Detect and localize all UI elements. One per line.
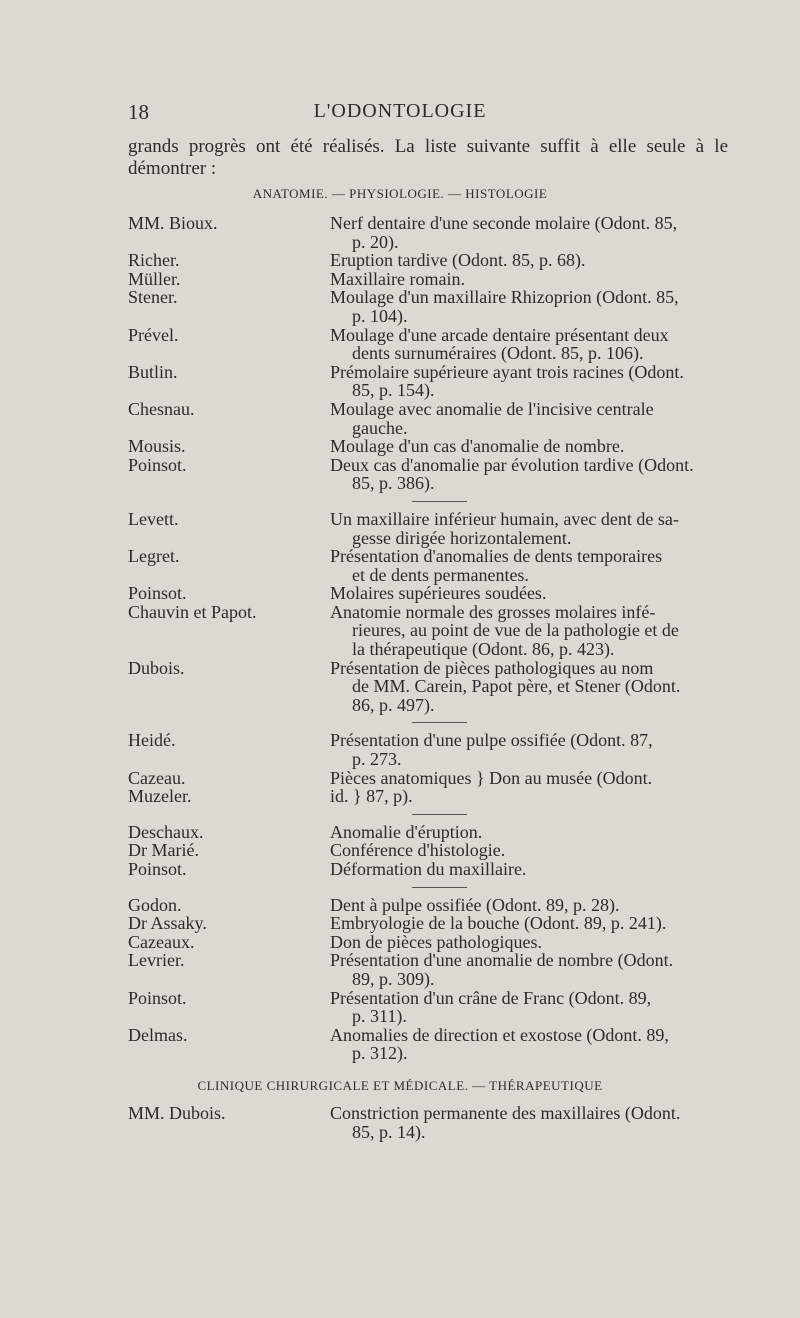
description-line: p. 312). <box>352 1043 408 1064</box>
entry-author: Poinsot. <box>128 583 187 604</box>
description-line: 85, p. 386). <box>352 473 435 494</box>
description-line: gauche. <box>352 417 408 438</box>
entry-author: Legret. <box>128 546 180 567</box>
list-item <box>0 437 800 456</box>
description-line: id. } 87, p). <box>330 786 413 807</box>
description-line: Maxillaire romain. <box>330 268 465 289</box>
entry-description <box>330 326 722 363</box>
description-line: p. 104). <box>352 305 408 326</box>
description-line: Présentation d'une anomalie de nombre (Odont. <box>330 950 674 971</box>
entry-description <box>330 769 722 788</box>
list-item <box>0 787 800 806</box>
entry-author: Prével. <box>128 324 179 345</box>
description-line: Présentation d'anomalies de dents temporaires <box>330 546 663 567</box>
description-line: Présentation d'un crâne de Franc (Odont. 89, <box>330 987 652 1008</box>
page-number: 18 <box>128 100 149 124</box>
description-line: Moulage d'un cas d'anomalie de nombre. <box>330 436 625 457</box>
description-line: Conférence d'histologie. <box>330 840 506 861</box>
description-line: Présentation de pièces pathologiques au nom <box>330 657 654 678</box>
list-item <box>0 989 800 1026</box>
entry-author: Godon. <box>128 894 182 915</box>
description-line: Nerf dentaire d'une seconde molaire (Odont. 85, <box>330 213 678 233</box>
description-line: 85, p. 154). <box>352 380 435 401</box>
description-line: 86, p. 497). <box>352 694 435 715</box>
entry-description <box>330 659 722 715</box>
intro-paragraph: grands progrès ont été réalisés. La liste suivante suffit à elle seule à le démontrer : <box>128 136 728 179</box>
entry-author: Cazeaux. <box>128 931 195 952</box>
entry-description <box>330 288 722 325</box>
clinic-entries <box>0 1104 800 1141</box>
entry-author: Poinsot. <box>128 859 187 879</box>
description-line: Constriction permanente des maxillaires (Odont. <box>330 1103 681 1123</box>
description-line: Dent à pulpe ossifiée (Odont. 89, p. 28). <box>330 894 620 915</box>
entry-description <box>330 841 722 860</box>
entry-author: Butlin. <box>128 361 178 382</box>
entry-author: Levett. <box>128 508 179 529</box>
entry-author: Mousis. <box>128 436 186 457</box>
entry-author: Dr Assaky. <box>128 913 207 934</box>
entry-description <box>330 270 722 289</box>
description-line: 85, p. 14). <box>352 1121 426 1142</box>
entry-description <box>330 603 722 659</box>
entry-description <box>330 896 722 915</box>
description-line: Deux cas d'anomalie par évolution tardive (Odont. <box>330 454 694 475</box>
list-item <box>0 731 800 768</box>
anatomy-entries <box>0 214 800 1063</box>
description-line: Pièces anatomiques } Don au musée (Odont. <box>330 767 653 788</box>
description-line: Présentation d'une pulpe ossifiée (Odont. 87, <box>330 730 653 751</box>
list-item <box>0 400 800 437</box>
description-line: Déformation du maxillaire. <box>330 859 527 879</box>
list-item <box>0 933 800 952</box>
entry-author: Levrier. <box>128 950 185 971</box>
running-title: L'ODONTOLOGIE <box>313 100 487 122</box>
entry-author: Delmas. <box>128 1024 188 1045</box>
entry-description <box>330 584 722 603</box>
entry-author: Dr Marié. <box>128 840 199 861</box>
page-header <box>0 100 800 130</box>
entry-description <box>330 547 722 584</box>
entry-description <box>330 400 722 437</box>
entry-author: MM. Bioux. <box>128 213 218 233</box>
description-line: Un maxillaire inférieur humain, avec dent de sa- <box>330 508 679 529</box>
description-line: Don de pièces pathologiques. <box>330 931 542 952</box>
description-line: Moulage avec anomalie de l'incisive centrale <box>330 398 654 419</box>
entry-author: Muzeler. <box>128 786 192 807</box>
entry-author: Cazeau. <box>128 767 186 788</box>
entry-group <box>0 896 800 1063</box>
entry-author: Chesnau. <box>128 398 195 419</box>
list-item <box>0 547 800 584</box>
description-line: Prémolaire supérieure ayant trois racines (Odont. <box>330 361 684 382</box>
entry-author: Poinsot. <box>128 987 187 1008</box>
entry-author: MM. Dubois. <box>128 1103 226 1123</box>
description-line: Molaires supérieures soudées. <box>330 583 547 604</box>
description-line: et de dents permanentes. <box>352 564 529 585</box>
entry-group <box>0 510 800 715</box>
list-item <box>0 769 800 788</box>
entry-author: Heidé. <box>128 730 176 751</box>
entry-author: Poinsot. <box>128 454 187 475</box>
list-item <box>0 860 800 879</box>
entry-description <box>330 1104 722 1141</box>
list-item <box>0 214 800 251</box>
entry-group <box>0 214 800 493</box>
list-item <box>0 510 800 547</box>
list-item <box>0 1104 800 1141</box>
entry-author: Stener. <box>128 287 178 308</box>
list-item <box>0 270 800 289</box>
list-item <box>0 841 800 860</box>
list-item <box>0 1026 800 1063</box>
description-line: p. 273. <box>352 749 402 770</box>
list-item <box>0 659 800 715</box>
entry-description <box>330 456 722 493</box>
list-item <box>0 896 800 915</box>
description-line: Moulage d'une arcade dentaire présentant deux <box>330 324 669 345</box>
description-line: dents surnuméraires (Odont. 85, p. 106). <box>352 343 644 364</box>
list-item <box>0 823 800 842</box>
list-item <box>0 363 800 400</box>
entry-description <box>330 823 722 842</box>
description-line: la thérapeutique (Odont. 86, p. 423). <box>352 639 615 660</box>
entry-author: Deschaux. <box>128 821 204 842</box>
list-item <box>0 914 800 933</box>
entry-description <box>330 1026 722 1063</box>
entry-description <box>330 214 722 251</box>
entry-description <box>330 787 722 806</box>
entry-description <box>330 251 722 270</box>
entry-description <box>330 510 722 547</box>
list-item <box>0 251 800 270</box>
description-line: p. 311). <box>352 1006 407 1027</box>
section-heading-clinic: CLINIQUE CHIRURGICALE ET MÉDICALE. — THÉRAPEUTIQUE <box>197 1078 603 1093</box>
description-line: Anatomie normale des grosses molaires infé- <box>330 601 656 622</box>
entry-author: Müller. <box>128 268 181 289</box>
description-line: gesse dirigée horizontalement. <box>352 527 572 548</box>
description-line: Eruption tardive (Odont. 85, p. 68). <box>330 250 586 271</box>
description-line: Embryologie de la bouche (Odont. 89, p. 241). <box>330 913 667 934</box>
entry-author: Dubois. <box>128 657 185 678</box>
list-item <box>0 603 800 659</box>
entry-description <box>330 860 722 879</box>
list-item <box>0 456 800 493</box>
entry-description <box>330 951 722 988</box>
entry-description <box>330 731 722 768</box>
entry-description <box>330 914 722 933</box>
entry-description <box>330 437 722 456</box>
entry-description <box>330 363 722 400</box>
list-item <box>0 584 800 603</box>
description-line: Anomalie d'éruption. <box>330 821 483 842</box>
entry-description <box>330 933 722 952</box>
list-item <box>0 951 800 988</box>
entry-author: Chauvin et Papot. <box>128 601 257 622</box>
entry-group <box>0 823 800 879</box>
entry-description <box>330 989 722 1026</box>
entry-group <box>0 731 800 805</box>
description-line: de MM. Carein, Papot père, et Stener (Odont. <box>352 676 681 697</box>
description-line: 89, p. 309). <box>352 968 435 989</box>
description-line: Anomalies de direction et exostose (Odont. 89, <box>330 1024 669 1045</box>
entry-author: Richer. <box>128 250 180 271</box>
list-item <box>0 288 800 325</box>
description-line: rieures, au point de vue de la pathologie et de <box>352 620 679 641</box>
list-item <box>0 326 800 363</box>
description-line: p. 20). <box>352 231 399 252</box>
section-heading-anatomy: ANATOMIE. — PHYSIOLOGIE. — HISTOLOGIE <box>252 186 548 201</box>
description-line: Moulage d'un maxillaire Rhizoprion (Odont. 85, <box>330 287 679 308</box>
